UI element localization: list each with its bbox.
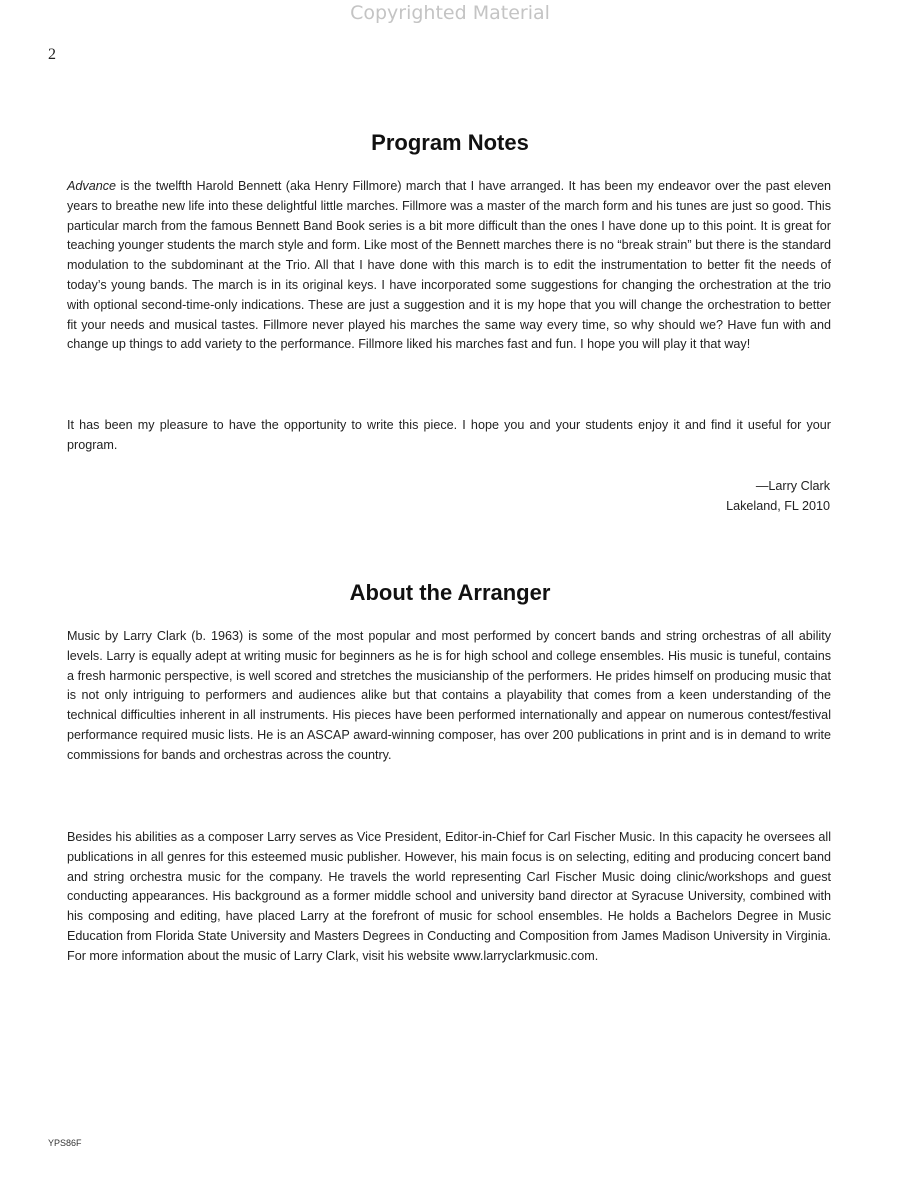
about-arranger-paragraph-1: Music by Larry Clark (b. 1963) is some of the most popular and most performed by concert bands and string orchestras of all ability levels. Larry is equally adept at writing music for beginners as he is for high school and college ensembles. His music is tuneful, contains a fresh harmonic perspective, is well scored and stretches the musicianship of the performers. He prides himself on producing music that is not only intriguing to performers and audiences alike but that contains a playability that comes from a keen understanding of the technical difficulties inherent in all instruments. His pieces have been performed internationally and appear on numerous contest/festival performance required music lists. He is an ASCAP award-winning composer, has over 200 publications in print and is in demand to write commissions for bands and orchestras across the country. [67, 629, 831, 762]
copyright-watermark: Copyrighted Material [350, 2, 550, 24]
program-notes-paragraph-2: It has been my pleasure to have the opportunity to write this piece. I hope you and your students enjoy it and find it useful for your program. [67, 418, 831, 452]
catalog-code: YPS86F [48, 1138, 82, 1148]
page-number: 2 [48, 46, 56, 63]
signature-name: —Larry Clark [755, 479, 830, 493]
piece-title-italic: Advance [67, 179, 117, 193]
program-notes-paragraph-1 [67, 177, 831, 355]
program-notes-paragraph-1-text: is the twelfth Harold Bennett (aka Henry Fillmore) march that I have arranged. It has been my endeavor over the past eleven years to breathe new life into these delightful little marches. Fillmore was a master of the march form and his tunes are just so good. This particular march from the famous Bennett Band Book series is a bit more difficult than the ones I have done up to this point. It is great for teaching younger students the march style and form. Like most of the Bennett marches there is no “break strain” but there is the standard modulation to the subdominant at the Trio. All that I have done with this march is to edit the instrumentation to better fit the needs of today’s young bands. The march is in its original keys. I have incorporated some suggestions for changing the orchestration at the trio with optional second-time-only indications. These are just a suggestion and it is my hope that you will change the orchestration to better fit your needs and musical tastes. Fillmore never played his marches the same way every time, so why should we? Have fun with and change up things to add variety to the performance. Fillmore liked his marches fast and fun. I hope you will play it that way! [67, 179, 831, 352]
program-notes-title: Program Notes [371, 130, 529, 155]
about-arranger-title: About the Arranger [349, 580, 551, 605]
about-arranger-paragraph-2: Besides his abilities as a composer Larry serves as Vice President, Editor-in-Chief for Carl Fischer Music. In this capacity he oversees all publications in all genres for this esteemed music publisher. However, his main focus is on selecting, editing and producing concert band and string orchestra music for the company. He travels the world representing Carl Fischer Music doing clinic/workshops and guest conducting appearances. His background as a former middle school and university band director at Syracuse University, combined with his composing and editing, have placed Larry at the forefront of music for school ensembles. He holds a Bachelors Degree in Music Education from Florida State University and Masters Degrees in Conducting and Composition from James Madison University in Virginia. For more information about the music of Larry Clark, visit his website www.larryclarkmusic.com. [67, 830, 831, 963]
signature-location: Lakeland, FL 2010 [726, 499, 830, 513]
